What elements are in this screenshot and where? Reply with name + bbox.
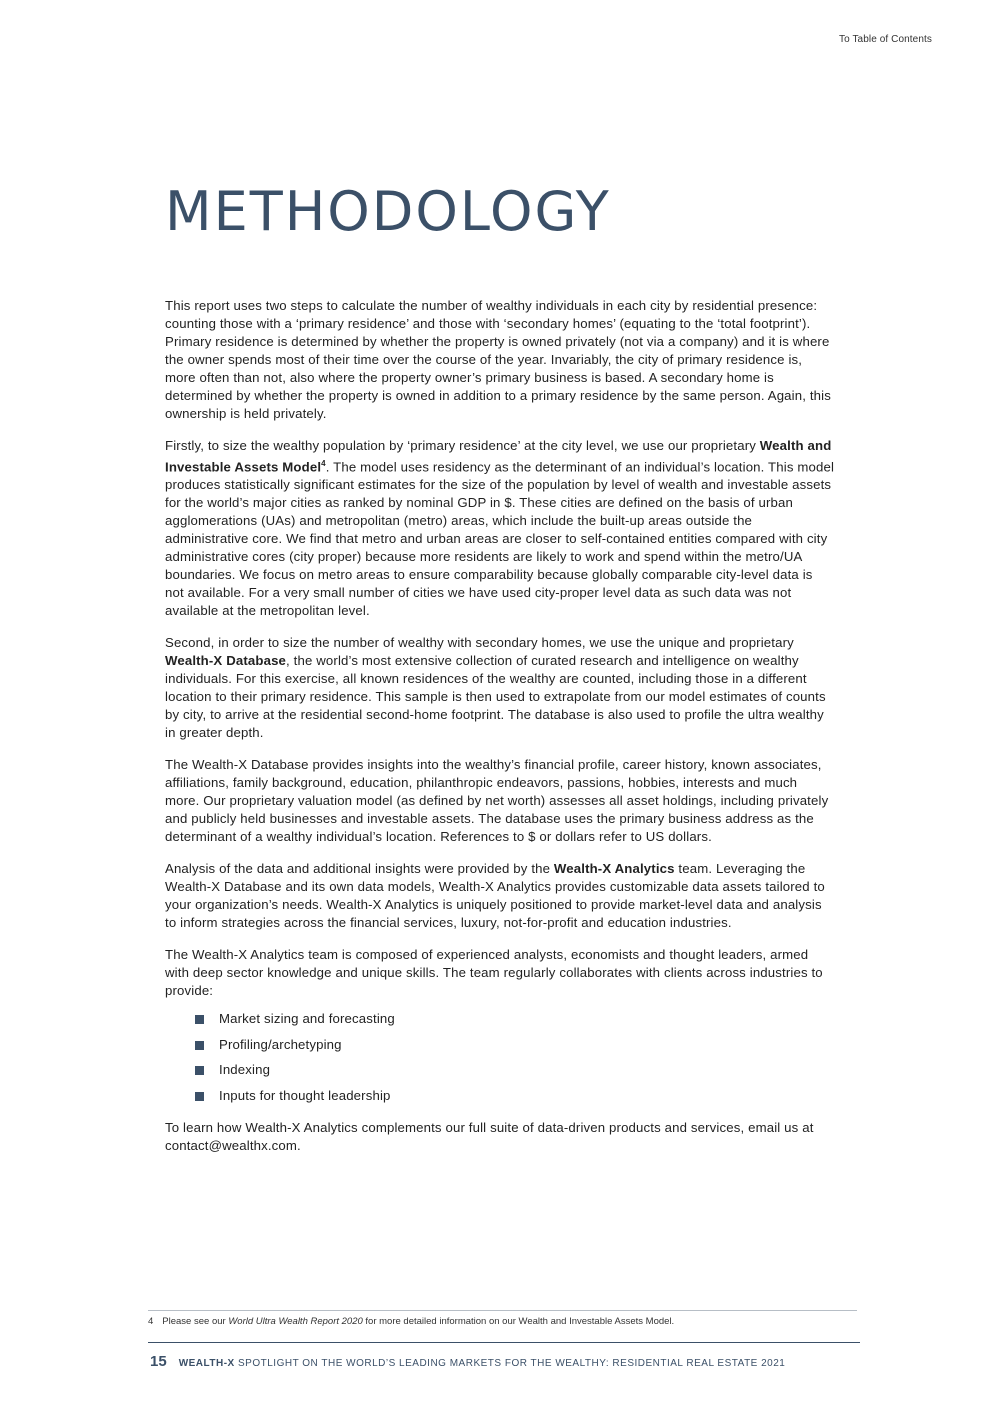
page-number: 15 [150,1353,167,1370]
page-footer [150,1353,785,1371]
paragraph-text: Analysis of the data and additional insights were provided by the [165,861,554,877]
footnote-text: for more detailed information on our Wealth and Investable Assets Model. [362,1316,675,1327]
list-item [195,1061,835,1079]
paragraph-text: Second, in order to size the number of wealthy with secondary homes, we use the unique and proprietary [165,635,794,651]
paragraph-text: . The model uses residency as the determinant of an individual’s location. This model produces statistically significant estimates for the size of the population by level of wealth and investable assets for the world’s major cities as ranked by nominal GDP in $. These cities are defined on the basis of urban agglomerations (UAs) and metropolitan (metro) areas, which include the built-up areas outside the administrative core. We find that metro and urban areas are closer to self-contained entities compared with city administrative cores (city proper) because more residents are likely to work and spend within the metro/UA boundaries. We focus on metro areas to ensure comparability because globally comparable city-level data is not available. For a very small number of cities we have used city-proper level data as such data was not available at the metropolitan level. [165,459,835,619]
list-item [195,1087,835,1105]
square-bullet-icon [195,1015,204,1024]
footer-divider [148,1342,860,1343]
paragraph-text: Firstly, to size the wealthy population by ‘primary residence’ at the city level, we use our proprietary [165,438,760,453]
footnote-divider [148,1310,857,1311]
paragraph-secondary-homes [165,634,835,742]
report-title-link[interactable]: World Ultra Wealth Report 2020 [228,1316,363,1327]
footer-report-title: SPOTLIGHT ON THE WORLD’S LEADING MARKETS FOR THE WEALTHY: RESIDENTIAL REAL ESTATE 2021 [234,1358,786,1369]
list-item-label: Indexing [219,1062,271,1078]
list-item [195,1036,835,1054]
list-item-label: Inputs for thought leadership [219,1087,391,1103]
list-item [195,1010,835,1028]
footnote-text: Please see our [162,1316,229,1327]
square-bullet-icon [195,1092,204,1101]
analytics-name: Wealth-X Analytics [553,861,675,877]
list-item-label: Market sizing and forecasting [219,1011,395,1027]
footnote [148,1316,674,1327]
square-bullet-icon [195,1041,204,1050]
database-name: Wealth-X Database [165,653,287,669]
paragraph-text: , the world’s most extensive collection of curated research and intelligence on wealthy individuals. For this exercise, all known residences of the wealthy are counted, including those in a different location to their primary residence. This sample is then used to extrapolate from our model estimates of counts by city, to arrive at the residential second-home footprint. The database is also used to profile the ultra wealthy in greater depth. [165,653,826,741]
paragraph-team: The Wealth-X Analytics team is composed of experienced analysts, economists and thought leaders, armed with deep sector knowledge and unique skills. The team regularly collaborates with clients across industries to provide: [165,947,823,999]
table-of-contents-link[interactable]: To Table of Contents [839,34,932,45]
paragraph-analytics [165,860,835,932]
square-bullet-icon [195,1066,204,1075]
paragraph-text: team. Leveraging the Wealth-X Database and its own data models, Wealth-X Analytics provides customizable data assets tailored to your organization’s needs. Wealth-X Analytics is uniquely positioned to provide market-level data and analysis to inform strategies across the financial services, luxury, not-for-profit and education industries. [165,861,825,931]
footnote-reference[interactable]: 4 [321,459,326,468]
paragraph-primary-residence [165,437,835,620]
body-content [165,297,835,1169]
model-name: Wealth and Investable Assets Model [165,438,832,475]
services-list [165,1010,835,1105]
page-title: METHODOLOGY [165,180,611,243]
paragraph-contact: To learn how Wealth-X Analytics complements our full suite of data-driven products and services, email us at contact@wealthx.com. [165,1119,814,1153]
list-item-label: Profiling/archetyping [219,1036,342,1052]
paragraph-intro: This report uses two steps to calculate the number of wealthy individuals in each city by residential presence: counting those with a ‘primary residence’ and those with ‘secondary homes’ (equating to the ‘total footprint’). Primary residence is determined by whether the property is owned privately (not via a company) and it is where the owner spends most of their time over the course of the year. Invariably, the city of primary residence is, more often than not, also where the property owner’s primary business is based. A secondary home is determined by whether the property is owned in addition to a primary residence by the same person. Again, this ownership is held privately. [165,298,831,421]
footer-brand: WEALTH-X [178,1358,235,1369]
footnote-number: 4 [148,1316,154,1327]
paragraph-database: The Wealth-X Database provides insights into the wealthy’s financial profile, career history, known associates, affiliations, family background, education, philanthropic endeavors, passions, hobbies, interests and much more. Our proprietary valuation model (as defined by net worth) assesses all asset holdings, including privately and publicly held businesses and investable assets. The database uses the primary business address as the determinant of a wealthy individual’s location. References to $ or dollars refer to US dollars. [165,757,829,845]
